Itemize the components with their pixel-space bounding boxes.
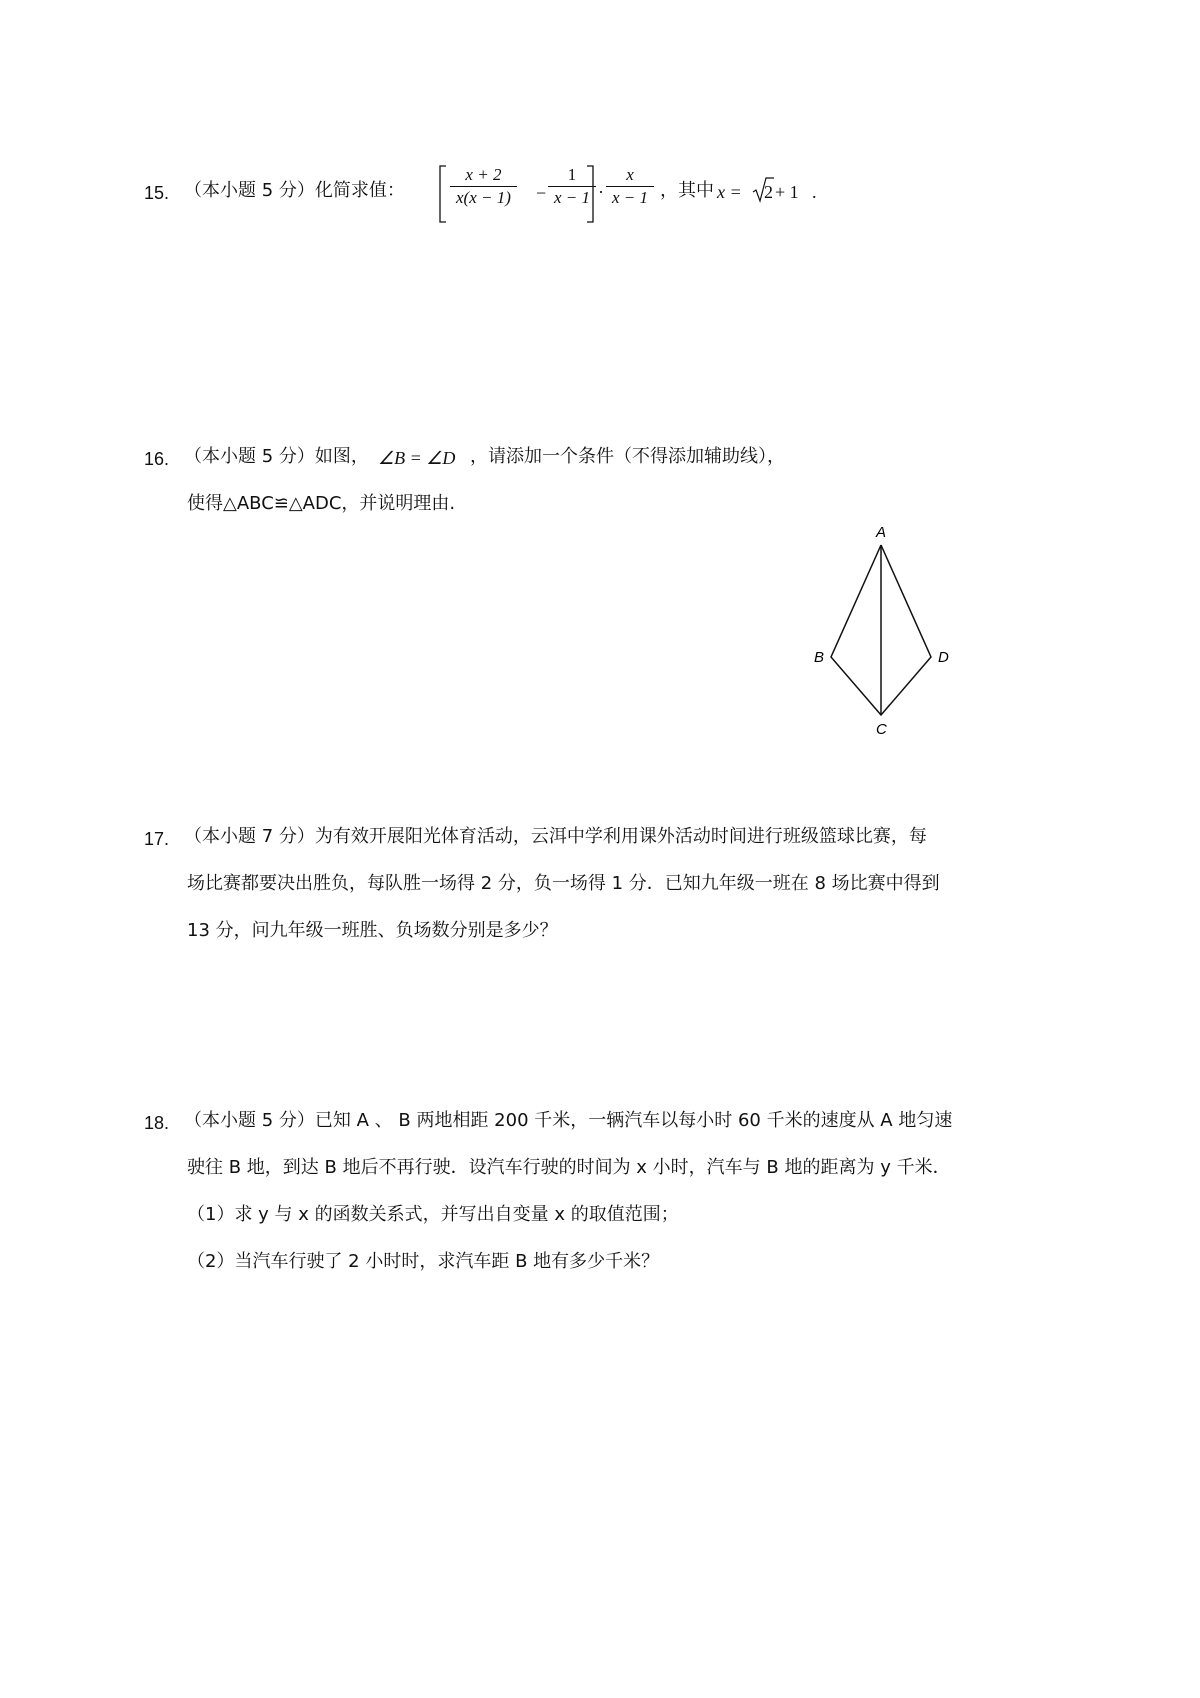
fraction-3: $\frac{x}{x - 1}$ bbox=[606, 164, 654, 209]
where-text: ，其中 bbox=[660, 180, 714, 201]
vertex-label-d: D bbox=[938, 649, 949, 666]
vertex-label-b: B bbox=[814, 649, 825, 666]
condition-lhs: x = bbox=[717, 182, 742, 202]
fraction-2: $\frac{1}{x - 1}$ bbox=[548, 164, 596, 209]
sqrt-argument: 2 bbox=[764, 182, 773, 202]
sub-question-1: （1）求 y 与 x 的函数关系式，并写出自变量 x 的取值范围； bbox=[187, 1204, 679, 1225]
angle-condition: ∠B = ∠D bbox=[378, 448, 456, 468]
vertex-label-c: C bbox=[876, 721, 887, 738]
vertex-label-a: A bbox=[876, 524, 887, 541]
question-line-2: 使得△ABC≌△ADC，并说明理由. bbox=[187, 493, 456, 514]
left-bracket-icon bbox=[438, 164, 448, 224]
question-line-2: 驶往 B 地，到达 B 地后不再行驶．设汽车行驶的时间为 x 小时，汽车与 B 地的距离为 y 千米． bbox=[187, 1157, 951, 1178]
question-line-1-prefix: （本小题 5 分）如图， bbox=[184, 446, 369, 467]
right-bracket-icon bbox=[585, 164, 595, 224]
sub-question-2: （2）当汽车行驶了 2 小时时，求汽车距 B 地有多少千米？ bbox=[187, 1251, 660, 1272]
question-line-3: 13 分，问九年级一班胜、负场数分别是多少？ bbox=[187, 920, 558, 941]
period: . bbox=[812, 182, 817, 202]
question-line-2: 场比赛都要决出胜负，每队胜一场得 2 分，负一场得 1 分．已知九年级一班在 8 场比赛中得到 bbox=[187, 873, 940, 894]
question-line-1: （本小题 7 分）为有效开展阳光体育活动，云洱中学利用课外活动时间进行班级篮球比赛，每 bbox=[184, 826, 927, 847]
minus-sign: − bbox=[536, 183, 547, 203]
question-line-1-suffix: ，请添加一个条件（不得添加辅助线）， bbox=[470, 446, 785, 467]
question-number: 18. bbox=[144, 1113, 170, 1133]
multiply-dot: · bbox=[598, 182, 604, 202]
bracket-expression bbox=[438, 164, 598, 224]
question-number: 16. bbox=[144, 449, 170, 469]
question-line-1: （本小题 5 分）已知 A 、 B 两地相距 200 千米，一辆汽车以每小时 60 千米的速度从 A 地匀速 bbox=[184, 1110, 953, 1131]
condition-rhs: + 1 bbox=[775, 182, 799, 202]
kite-figure bbox=[800, 520, 970, 740]
question-header: （本小题 5 分）化简求值： bbox=[184, 180, 405, 201]
question-number: 15. bbox=[144, 183, 170, 203]
question-number: 17. bbox=[144, 829, 170, 849]
fraction-1: $\frac{x + 2}{x(x - 1)}$ bbox=[450, 164, 517, 209]
